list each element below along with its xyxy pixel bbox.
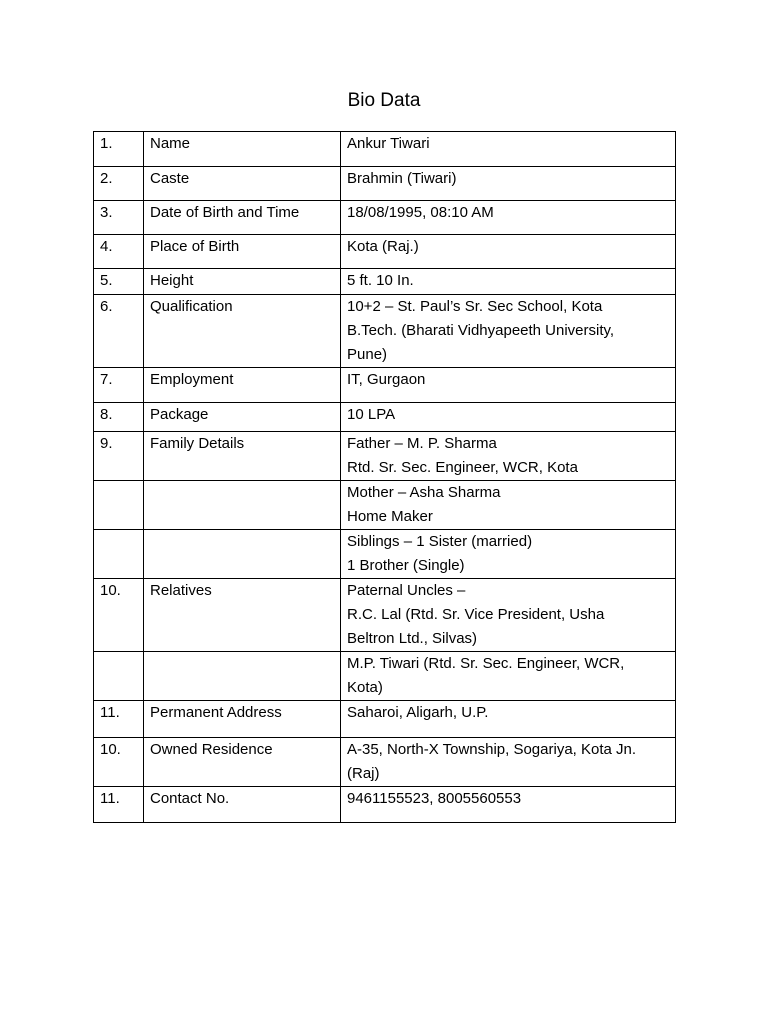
value-line: 1 Brother (Single) xyxy=(347,557,465,574)
row-number: 10. xyxy=(94,579,144,652)
table-row xyxy=(94,530,676,579)
row-number: 2. xyxy=(94,167,144,201)
row-number: 9. xyxy=(94,432,144,481)
value-line: Father – M. P. Sharma xyxy=(347,435,497,452)
value-line: B.Tech. (Bharati Vidhyapeeth University, xyxy=(347,322,615,339)
value-line: 9461155523, 8005560553 xyxy=(347,790,522,807)
value-line: Kota (Raj.) xyxy=(347,238,419,255)
value-line: Kota) xyxy=(347,679,383,696)
field-label xyxy=(144,652,341,701)
value-line: 18/08/1995, 08:10 AM xyxy=(347,204,494,221)
field-value xyxy=(341,368,676,403)
row-number: 11. xyxy=(94,787,144,823)
value-line: 10 LPA xyxy=(347,406,396,423)
value-line: R.C. Lal (Rtd. Sr. Vice President, Usha xyxy=(347,606,605,623)
field-value xyxy=(341,787,676,823)
value-line: (Raj) xyxy=(347,765,380,782)
field-label: Relatives xyxy=(144,579,341,652)
table-row xyxy=(94,738,676,787)
field-value xyxy=(341,652,676,701)
table-row xyxy=(94,652,676,701)
field-value xyxy=(341,403,676,432)
row-number xyxy=(94,652,144,701)
field-label: Permanent Address xyxy=(144,701,341,738)
page-title: Bio Data xyxy=(347,90,421,111)
table-row xyxy=(94,235,676,269)
field-label: Employment xyxy=(144,368,341,403)
row-number: 4. xyxy=(94,235,144,269)
value-line: Rtd. Sr. Sec. Engineer, WCR, Kota xyxy=(347,459,578,476)
table-row xyxy=(94,201,676,235)
value-line: 10+2 – St. Paul’s Sr. Sec School, Kota xyxy=(347,298,603,315)
field-value xyxy=(341,481,676,530)
table-row xyxy=(94,787,676,823)
field-label: Name xyxy=(144,132,341,167)
biodata-table xyxy=(93,131,676,823)
row-number: 8. xyxy=(94,403,144,432)
field-label xyxy=(144,481,341,530)
value-line: Mother – Asha Sharma xyxy=(347,484,501,501)
table-row xyxy=(94,167,676,201)
row-number: 5. xyxy=(94,269,144,295)
table-row xyxy=(94,295,676,368)
table-row xyxy=(94,701,676,738)
field-value xyxy=(341,295,676,368)
row-number: 3. xyxy=(94,201,144,235)
table-row xyxy=(94,481,676,530)
value-line: Paternal Uncles – xyxy=(347,582,466,599)
field-value xyxy=(341,579,676,652)
field-value xyxy=(341,201,676,235)
table-row xyxy=(94,432,676,481)
row-number: 1. xyxy=(94,132,144,167)
field-label: Place of Birth xyxy=(144,235,341,269)
value-line: Home Maker xyxy=(347,508,433,525)
field-value xyxy=(341,432,676,481)
field-value xyxy=(341,269,676,295)
value-line: Brahmin (Tiwari) xyxy=(347,170,457,187)
value-line: Saharoi, Aligarh, U.P. xyxy=(347,704,489,721)
table-row xyxy=(94,403,676,432)
row-number: 10. xyxy=(94,738,144,787)
field-value xyxy=(341,738,676,787)
field-value xyxy=(341,132,676,167)
row-number xyxy=(94,530,144,579)
field-value xyxy=(341,167,676,201)
table-row xyxy=(94,579,676,652)
value-line: M.P. Tiwari (Rtd. Sr. Sec. Engineer, WCR, xyxy=(347,655,625,672)
table-row xyxy=(94,132,676,167)
value-line: Beltron Ltd., Silvas) xyxy=(347,630,478,647)
value-line: Pune) xyxy=(347,346,388,363)
field-value xyxy=(341,235,676,269)
value-line: Siblings – 1 Sister (married) xyxy=(347,533,533,550)
table-row xyxy=(94,269,676,295)
table-row xyxy=(94,368,676,403)
value-line: Ankur Tiwari xyxy=(347,135,430,152)
field-label: Owned Residence xyxy=(144,738,341,787)
field-label: Package xyxy=(144,403,341,432)
row-number xyxy=(94,481,144,530)
row-number: 11. xyxy=(94,701,144,738)
field-value xyxy=(341,530,676,579)
field-label: Height xyxy=(144,269,341,295)
field-value xyxy=(341,701,676,738)
field-label: Contact No. xyxy=(144,787,341,823)
biodata-table-body xyxy=(94,132,676,823)
row-number: 7. xyxy=(94,368,144,403)
value-line: A-35, North-X Township, Sogariya, Kota Jn. xyxy=(347,741,637,758)
field-label: Family Details xyxy=(144,432,341,481)
field-label: Caste xyxy=(144,167,341,201)
value-line: IT, Gurgaon xyxy=(347,371,426,388)
field-label: Qualification xyxy=(144,295,341,368)
value-line: 5 ft. 10 In. xyxy=(347,272,414,289)
row-number: 6. xyxy=(94,295,144,368)
field-label xyxy=(144,530,341,579)
field-label: Date of Birth and Time xyxy=(144,201,341,235)
